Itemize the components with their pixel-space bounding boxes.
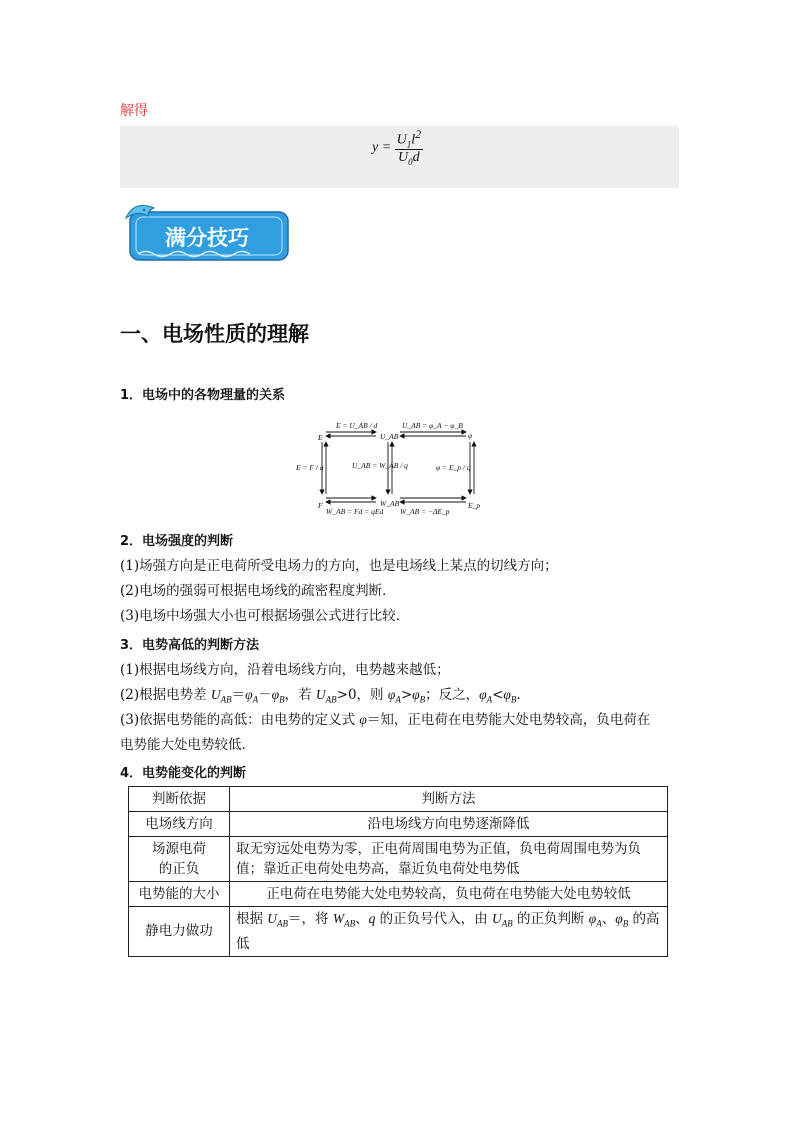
item2-title: 2．电场强度的判断 bbox=[120, 534, 234, 549]
table-header-cell: 判断方法 bbox=[230, 787, 668, 812]
table-cell-method: 正电荷在电势能大处电势较高，负电荷在电势能大处电势较低 bbox=[230, 882, 668, 907]
label-right: φ = E_p / q bbox=[436, 463, 471, 472]
corner-br: E_p bbox=[468, 501, 481, 510]
table-row bbox=[129, 812, 668, 837]
table-cell-basis: 电势能的大小 bbox=[129, 882, 230, 907]
table-header-cell: 判断依据 bbox=[129, 787, 230, 812]
corner-tr: φ bbox=[468, 431, 473, 440]
label-left: E = F / q bbox=[296, 463, 324, 472]
table-cell-basis: 电场线方向 bbox=[129, 812, 230, 837]
item4-title: 4．电势能变化的判断 bbox=[120, 766, 247, 781]
table-row bbox=[129, 882, 668, 907]
item3-title: 3．电势高低的判断方法 bbox=[120, 638, 260, 653]
item3-line-4: 电势能大处电势较低． bbox=[120, 737, 255, 753]
label-bottom-left: W_AB = Fd = qEd bbox=[326, 507, 384, 516]
item3-line-2: (2)根据电势差 $U_{AB}=\varphi_A-\varphi_B$，若 $U_{AB}>0$，则 $\varphi_A>\varphi_B$；反之，$\varphi_A<\varphi_B$. bbox=[120, 687, 521, 705]
table-header-row bbox=[129, 787, 668, 812]
node-top: U_AB bbox=[380, 432, 399, 441]
item1-title: 1．电场中的各物理量的关系 bbox=[120, 388, 286, 403]
full-marks-tips-badge bbox=[120, 198, 292, 268]
table-row bbox=[129, 907, 668, 957]
item3-line-3: (3)依据电势能的高低：由电势的定义式 φ＝知，正电荷在电势能大处电势较高，负电荷在 bbox=[120, 712, 651, 728]
relation-diagram bbox=[296, 410, 496, 520]
corner-tl: E bbox=[318, 433, 323, 442]
label-top-right: U_AB = φ_A − φ_B bbox=[402, 421, 463, 430]
item2-line-3: (3)电场中场强大小也可根据场强公式进行比较． bbox=[120, 608, 410, 624]
item3-line-1: (1)根据电场线方向，沿着电场线方向，电势越来越低； bbox=[120, 662, 450, 678]
corner-bl: F bbox=[318, 501, 323, 510]
result-formula: y = $\frac{U_1l^2}{U_0d}$ bbox=[372, 128, 422, 168]
table-cell-method: 根据 $U_{AB}=$，将 $W_{AB}$、q 的正负号代入，由 $U_{AB}$ 的正负判断 $\varphi_A$、$\varphi_B$ 的高低 bbox=[230, 907, 668, 957]
node-bottom: W_AB bbox=[380, 499, 400, 508]
potential-energy-table bbox=[128, 786, 668, 957]
label-middle: U_AB = W_AB / q bbox=[352, 461, 408, 470]
label-bottom-right: W_AB = −ΔE_p bbox=[400, 507, 450, 516]
table-cell-method: 沿电场线方向电势逐渐降低 bbox=[230, 812, 668, 837]
section-title: 一、电场性质的理解 bbox=[120, 322, 309, 346]
item2-line-2: (2)电场的强弱可根据电场线的疏密程度判断． bbox=[120, 583, 396, 599]
label-top-left: E = U_AB / d bbox=[336, 421, 378, 430]
table-row bbox=[129, 837, 668, 882]
item2-line-1: (1)场强方向是正电荷所受电场力的方向，也是电场线上某点的切线方向； bbox=[120, 558, 558, 574]
svg-text:满分技巧: 满分技巧 bbox=[165, 226, 249, 250]
table-cell-basis: 静电力做功 bbox=[129, 907, 230, 957]
table-cell-basis: 场源电荷 的正负 bbox=[129, 837, 230, 882]
solution-label: 解得 bbox=[120, 103, 148, 119]
table-cell-method: 取无穷远处电势为零，正电荷周围电势为正值，负电荷周围电势为负值；靠近正电荷处电势高，靠近负电荷处电势低 bbox=[230, 837, 668, 882]
